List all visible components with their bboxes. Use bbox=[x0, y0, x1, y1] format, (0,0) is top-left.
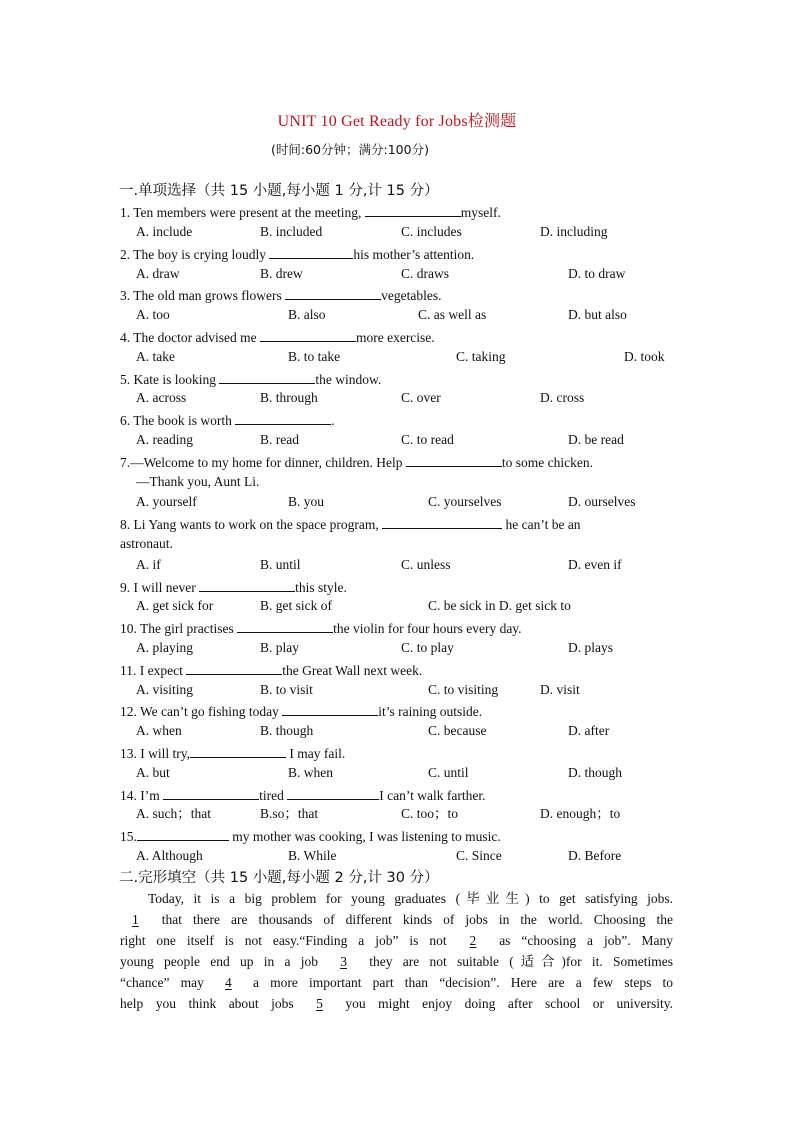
answer-blank[interactable] bbox=[382, 514, 502, 529]
answer-blank[interactable] bbox=[285, 285, 381, 300]
question-15: 15. my mother was cooking, I was listening to music. bbox=[120, 826, 680, 846]
option-a: A. take bbox=[136, 349, 175, 364]
option-b: B. you bbox=[288, 494, 325, 509]
option-b: B. included bbox=[260, 224, 323, 239]
cloze-line-4: young people end up in a job 3 they are not suitable (适合)for it. Sometimes bbox=[120, 954, 673, 969]
option-c: C. too；to bbox=[401, 806, 459, 821]
option-c: C. yourselves bbox=[428, 494, 502, 509]
answer-blank[interactable] bbox=[269, 244, 353, 259]
question-8-continued: astronaut. bbox=[120, 536, 173, 551]
option-a: A. across bbox=[136, 390, 187, 405]
answer-blank[interactable] bbox=[287, 785, 379, 800]
option-c: C. until bbox=[428, 765, 469, 780]
option-c: C. to read bbox=[401, 432, 454, 447]
option-b: B. also bbox=[288, 307, 326, 322]
option-c-d: C. be sick in D. get sick to bbox=[428, 598, 571, 613]
cloze-blank-3[interactable]: 3 bbox=[340, 954, 347, 969]
question-5: 5. Kate is looking the window. bbox=[120, 369, 680, 389]
option-c: C. to visiting bbox=[428, 682, 499, 697]
answer-blank[interactable] bbox=[137, 826, 229, 841]
option-d: D. to draw bbox=[568, 266, 626, 281]
option-b: B. when bbox=[288, 765, 333, 780]
option-c: C. over bbox=[401, 390, 441, 405]
cloze-line-5: “chance” may 4 a more important part than “decision”. Here are a few steps to bbox=[120, 975, 673, 990]
option-b: B.so；that bbox=[260, 806, 319, 821]
option-d: D. including bbox=[540, 224, 608, 239]
option-a: A. such；that bbox=[136, 806, 211, 821]
option-b: B. get sick of bbox=[260, 598, 332, 613]
option-d: D. after bbox=[568, 723, 610, 738]
option-c: C. because bbox=[428, 723, 487, 738]
option-d: D. plays bbox=[568, 640, 613, 655]
section-heading-2: 二.完形填空（共 15 小题,每小题 2 分,计 30 分） bbox=[119, 870, 439, 886]
question-2: 2. The boy is crying loudly his mother’s attention. bbox=[120, 244, 680, 264]
question-4: 4. The doctor advised me more exercise. bbox=[120, 327, 680, 347]
answer-blank[interactable] bbox=[199, 577, 295, 592]
option-a: A. include bbox=[136, 224, 193, 239]
section-heading-1: 一.单项选择（共 15 小题,每小题 1 分,计 15 分） bbox=[119, 183, 439, 199]
question-12: 12. We can’t go fishing today it’s raining outside. bbox=[120, 701, 680, 721]
option-d: D. though bbox=[568, 765, 622, 780]
option-b: B. through bbox=[260, 390, 318, 405]
option-d: D. even if bbox=[568, 557, 622, 572]
cloze-blank-4[interactable]: 4 bbox=[225, 975, 232, 990]
cloze-line-6: help you think about jobs 5 you might enjoy doing after school or university. bbox=[120, 996, 673, 1011]
question-14: 14. I’m tired I can’t walk farther. bbox=[120, 785, 680, 805]
answer-blank[interactable] bbox=[235, 410, 331, 425]
question-10: 10. The girl practises the violin for four hours every day. bbox=[120, 618, 680, 638]
question-1: 1. Ten members were present at the meeting, myself. bbox=[120, 202, 680, 222]
page-title: UNIT 10 Get Ready for Jobs检测题 bbox=[277, 113, 517, 130]
option-c: C. as well as bbox=[418, 307, 487, 322]
option-a: A. but bbox=[136, 765, 170, 780]
answer-blank[interactable] bbox=[190, 743, 286, 758]
cloze-line-2: 1 that there are thousands of different kinds of jobs in the world. Choosing the bbox=[120, 909, 673, 930]
option-d: D. took bbox=[624, 349, 665, 364]
answer-blank[interactable] bbox=[365, 202, 461, 217]
option-a: A. playing bbox=[136, 640, 193, 655]
answer-blank[interactable] bbox=[219, 369, 315, 384]
option-a: A. draw bbox=[136, 266, 180, 281]
option-a: A. if bbox=[136, 557, 161, 572]
option-b: B. read bbox=[260, 432, 299, 447]
option-b: B. play bbox=[260, 640, 299, 655]
option-a: A. Although bbox=[136, 848, 203, 863]
option-c: C. taking bbox=[456, 349, 506, 364]
question-11: 11. I expect the Great Wall next week. bbox=[120, 660, 680, 680]
option-a: A. visiting bbox=[136, 682, 194, 697]
option-a: A. get sick for bbox=[136, 598, 214, 613]
question-7: 7.—Welcome to my home for dinner, children. Help to some chicken. bbox=[120, 452, 680, 472]
answer-blank[interactable] bbox=[282, 701, 378, 716]
question-6: 6. The book is worth . bbox=[120, 410, 680, 430]
option-c: C. includes bbox=[401, 224, 462, 239]
cloze-blank-5[interactable]: 5 bbox=[316, 996, 323, 1011]
option-d: D. cross bbox=[540, 390, 585, 405]
option-b: B. to take bbox=[288, 349, 341, 364]
cloze-blank-1[interactable]: 1 bbox=[132, 912, 139, 927]
answer-blank[interactable] bbox=[406, 452, 502, 467]
option-c: C. unless bbox=[401, 557, 451, 572]
option-d: D. enough；to bbox=[540, 806, 621, 821]
option-d: D. visit bbox=[540, 682, 580, 697]
cloze-line-3: right one itself is not easy.“Finding a job” is not 2 as “choosing a job”. Many bbox=[120, 933, 674, 948]
option-a: A. when bbox=[136, 723, 182, 738]
option-d: D. Before bbox=[568, 848, 622, 863]
cloze-blank-2[interactable]: 2 bbox=[469, 933, 477, 948]
answer-blank[interactable] bbox=[260, 327, 356, 342]
answer-blank[interactable] bbox=[163, 785, 259, 800]
option-a: A. too bbox=[136, 307, 170, 322]
option-b: B. until bbox=[260, 557, 301, 572]
question-8: 8. Li Yang wants to work on the space program, he can’t be an bbox=[120, 514, 680, 534]
question-9: 9. I will never this style. bbox=[120, 577, 680, 597]
question-7-reply: —Thank you, Aunt Li. bbox=[136, 474, 260, 489]
option-a: A. yourself bbox=[136, 494, 197, 509]
answer-blank[interactable] bbox=[186, 660, 282, 675]
option-b: B. to visit bbox=[260, 682, 313, 697]
option-d: D. ourselves bbox=[568, 494, 636, 509]
question-3: 3. The old man grows flowers vegetables. bbox=[120, 285, 680, 305]
option-c: C. to play bbox=[401, 640, 454, 655]
option-b: B. though bbox=[260, 723, 314, 738]
option-d: D. be read bbox=[568, 432, 624, 447]
question-13: 13. I will try, I may fail. bbox=[120, 743, 680, 763]
page-subtitle: (时间:60分钟；满分:100分) bbox=[271, 142, 429, 157]
cloze-line-1: Today, it is a big problem for young graduates (毕业生) to get satisfying jobs. bbox=[148, 891, 673, 906]
option-c: C. Since bbox=[456, 848, 502, 863]
option-b: B. drew bbox=[260, 266, 303, 281]
option-c: C. draws bbox=[401, 266, 449, 281]
option-a: A. reading bbox=[136, 432, 193, 447]
answer-blank[interactable] bbox=[237, 618, 333, 633]
option-d: D. but also bbox=[568, 307, 627, 322]
option-b: B. While bbox=[288, 848, 337, 863]
